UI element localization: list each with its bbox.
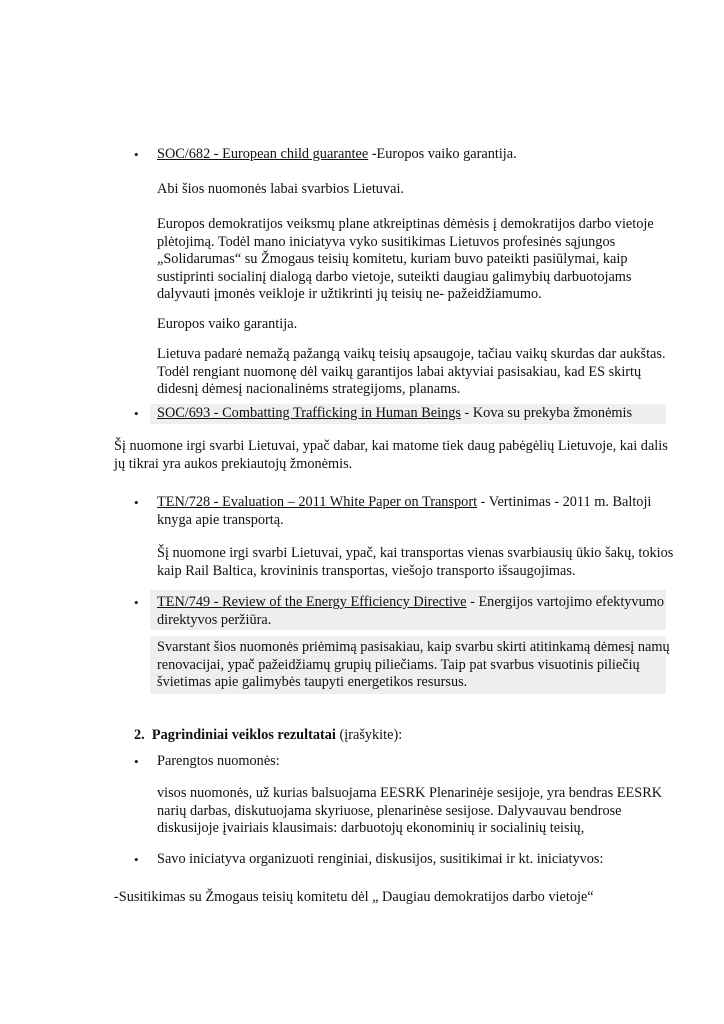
- text-line: dalyvauti įmonės veikloje ir užtikrinti jų teisių ne- pažeidžiamumo.: [157, 286, 542, 302]
- paragraph-democracy-plan: [157, 216, 654, 304]
- text-line: švietimas apie galimybės taupyti energetikos resursus.: [157, 674, 468, 690]
- bullet-own-initiatives: Savo iniciatyva organizuoti renginiai, diskusijos, susitikimai ir kt. iniciatyvos:: [157, 851, 604, 867]
- ten749-title-lt: - Energijos vartojimo efektyvumo: [466, 594, 664, 610]
- soc682-title-lt: -Europos vaiko garantija.: [368, 146, 517, 162]
- text-line: Todėl rengiant nuomonę dėl vaikų garantijos labai aktyviai pasisakiau, kad ES skirtų: [157, 363, 642, 380]
- bullet-marker: •: [134, 495, 139, 510]
- text-line: renovacijai, ypač pažeidžiamų grupių piliečiams. Taip pat svarbus visuotinis piliečių: [157, 656, 640, 673]
- bullet-ten749: [157, 594, 664, 629]
- text-line: plėtojimą. Todėl mano iniciatyva vyko susitikimas Lietuvos profesinės sąjungos: [157, 233, 616, 250]
- bullet-soc693: [157, 405, 632, 423]
- text-line: Šį nuomone irgi svarbi Lietuvai, ypač dabar, kai matome tiek daug pabėgėlių Lietuvoje, kai dalis: [114, 438, 668, 454]
- text-line: Lietuva padarė nemažą pažangą vaikų teisių apsaugoje, tačiau vaikų skurdas dar aukštas.: [157, 346, 666, 362]
- text-line: Europos demokratijos veiksmų plane atkreiptinas dėmėsis į demokratijos darbo vietoje: [157, 216, 654, 232]
- paragraph-opinions: [157, 785, 662, 838]
- text-line: jų tikrai yra aukos prekiautojų žmonėmis.: [114, 455, 353, 472]
- paragraph-energy: [157, 639, 670, 692]
- text-line: diskusijoje įvairiais klausimais: darbuotojų ekonominių ir socialinių teisių,: [157, 820, 585, 836]
- text-line: didesnį dėmesį nacionalinėms strategijoms, planams.: [157, 381, 461, 397]
- text-line: knyga apie transportą.: [157, 511, 284, 528]
- paragraph-child-guarantee-heading: Europos vaiko garantija.: [157, 316, 298, 332]
- bullet-prepared-opinions: Parengtos nuomonės:: [157, 753, 280, 769]
- bullet-marker: •: [134, 406, 139, 421]
- soc682-link[interactable]: SOC/682 - European child guarantee: [157, 146, 369, 162]
- section-title: Pagrindiniai veiklos rezultatai: [151, 727, 336, 743]
- text-line: sustiprinti socialinį dialogą darbo vietoje, suteikti daugiau galimybių darbuotojams: [157, 268, 632, 285]
- section-number: 2.: [134, 727, 145, 743]
- text-line: visos nuomonės, už kurias balsuojama EESRK Plenarinėje sesijoje, yra bendras EESRK: [157, 785, 663, 801]
- ten728-link[interactable]: TEN/728 - Evaluation – 2011 White Paper on Transport: [157, 494, 478, 510]
- paragraph-child-rights: [157, 346, 666, 399]
- bullet-ten728: [157, 494, 651, 529]
- bullet-marker: •: [134, 595, 139, 610]
- ten728-title-lt: - Vertinimas - 2011 m. Baltoji: [477, 494, 652, 510]
- bullet-marker: •: [134, 852, 139, 867]
- text-line: narių darbas, diskutuojama skyriuose, plenarinėse sesijose. Dalyvauvau bendrose: [157, 802, 622, 819]
- paragraph-transport: [157, 545, 673, 580]
- paragraph-trafficking: [114, 438, 668, 473]
- text-line: direktyvos peržiūra.: [157, 611, 272, 628]
- ten749-link[interactable]: TEN/749 - Review of the Energy Efficiency Directive: [157, 594, 467, 610]
- soc693-link[interactable]: SOC/693 - Combatting Trafficking in Human Beings: [157, 405, 461, 421]
- paragraph-importance: Abi šios nuomonės labai svarbios Lietuvai.: [157, 181, 404, 197]
- text-line: Šį nuomone irgi svarbi Lietuvai, ypač, kai transportas vienas svarbiausių ūkio šakų, tokios: [157, 545, 674, 561]
- section-heading-results: [134, 727, 402, 745]
- bullet-marker: •: [134, 147, 139, 162]
- text-line: Svarstant šios nuomonės priėmimą pasisakiau, kaip svarbu skirti atitinkamą dėmesį namų: [157, 639, 670, 655]
- section-hint: (įrašykite):: [335, 727, 403, 743]
- bullet-soc682: [157, 146, 517, 164]
- bullet-marker: •: [134, 754, 139, 769]
- text-line: „Solidarumas“ su Žmogaus teisių komitetu, kuriam buvo pateikti pasiūlymai, kaip: [157, 251, 628, 267]
- text-line: kaip Rail Baltica, krovininis transportas, viešojo transporto išsaugojimas.: [157, 562, 576, 579]
- paragraph-meeting: -Susitikimas su Žmogaus teisių komitetu dėl „ Daugiau demokratijos darbo vietoje“: [114, 889, 594, 905]
- soc693-title-lt: - Kova su prekyba žmonėmis: [460, 405, 633, 421]
